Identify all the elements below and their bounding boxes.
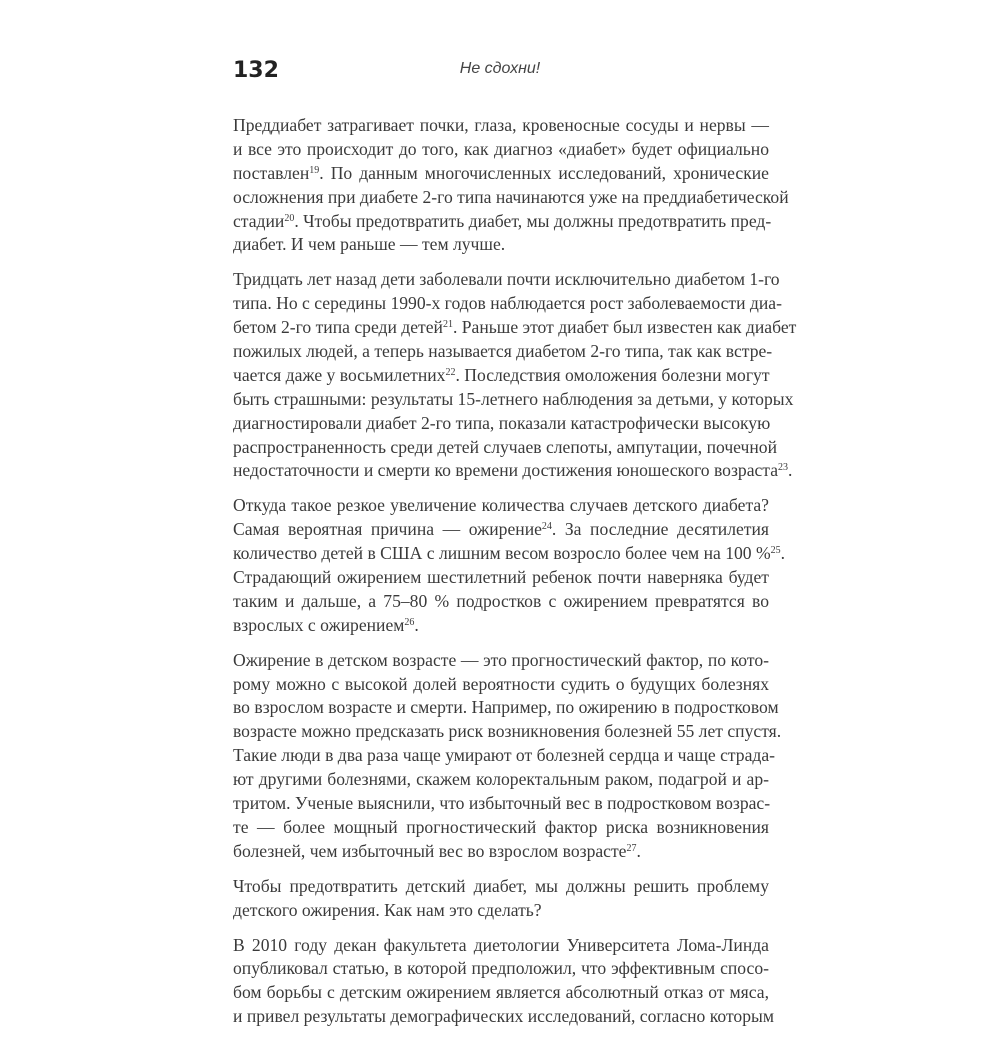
text-segment: и привел результаты демографических исследований, согласно которым: [233, 1006, 774, 1027]
paragraph: [233, 268, 797, 483]
footnote-ref: 25: [770, 545, 781, 557]
text-segment: взрослых с ожирением: [233, 614, 405, 635]
text-line: [233, 114, 769, 138]
paragraph: [233, 114, 789, 257]
text-line: [233, 1005, 774, 1029]
text-line: [233, 233, 769, 257]
text-segment: во взрослом возрасте и смерти. Например, по ожирению в подростковом: [233, 697, 779, 718]
text-segment: Откуда такое резкое увеличение количества случаев детского диабета?: [233, 495, 769, 516]
text-line: [233, 566, 769, 590]
text-segment: диагностировали диабет 2-го типа, показали катастрофически высокую: [233, 412, 771, 433]
text-segment: стадии: [233, 210, 285, 231]
text-line: [233, 292, 782, 316]
text-segment: Тридцать лет назад дети заболевали почти исключительно диабетом 1-го: [233, 269, 780, 290]
text-line: [233, 981, 769, 1005]
text-segment: ют другими болезнями, скажем колоректальным раком, подагрой и ар-: [233, 769, 769, 790]
text-segment: осложнения при диабете 2-го типа начинаются уже на преддиабетической: [233, 186, 789, 207]
text-line: [233, 816, 769, 840]
footnote-ref: 27: [626, 842, 637, 854]
text-line: [233, 210, 772, 234]
text-segment: опубликовал статью, в которой предположил, что эффективным спосо-: [233, 958, 769, 979]
text-segment: поставлен: [233, 162, 310, 183]
text-line: [233, 720, 782, 744]
text-segment: быть страшными: результаты 15-летнего наблюдения за детьми, у которых: [233, 388, 794, 409]
text-segment: возрасте можно предсказать риск возникновения болезней 55 лет спустя.: [233, 721, 782, 742]
text-segment: недостаточности и смерти ко времени достижения юношеского возраста: [233, 460, 779, 481]
text-line: [233, 162, 769, 186]
text-line: [233, 696, 779, 720]
text-segment: . Раньше этот диабет был известен как диабет: [452, 317, 797, 338]
text-segment: бом борьбы с детским ожирением является абсолютный отказ от мяса,: [233, 982, 769, 1003]
text-line: [233, 316, 797, 340]
text-line: [233, 412, 769, 436]
text-line: [233, 186, 789, 210]
text-line: [233, 518, 769, 542]
page-body: [233, 114, 797, 1040]
text-line: [233, 364, 769, 388]
text-line: [233, 614, 769, 638]
text-line: [233, 138, 769, 162]
footnote-ref: 23: [778, 462, 789, 474]
text-segment: бетом 2-го типа среди детей: [233, 317, 443, 338]
text-segment: те — более мощный прогностический фактор риска возникновения: [233, 816, 769, 837]
text-line: [233, 875, 769, 899]
text-line: [233, 494, 769, 518]
text-line: [233, 590, 769, 614]
text-line: [233, 673, 769, 697]
text-segment: чается даже у восьмилетних: [233, 364, 446, 385]
paragraph: [233, 875, 769, 923]
text-segment: и все это происходит до того, как диагноз «диабет» будет официально: [233, 138, 769, 159]
text-line: [233, 744, 776, 768]
page-number: 132: [233, 58, 279, 83]
text-line: [233, 340, 773, 364]
paragraph: [233, 494, 786, 637]
paragraph: [233, 649, 782, 864]
text-segment: . За последние десятилетия: [551, 519, 769, 540]
footnote-ref: 26: [404, 616, 415, 628]
text-segment: . Чтобы предотвратить диабет, мы должны предотвратить пред-: [294, 210, 772, 231]
running-header-title: Не сдохни!: [459, 60, 541, 77]
text-segment: пожилых людей, а теперь называется диабетом 2-го типа, так как встре-: [233, 341, 773, 362]
footnote-ref: 21: [442, 319, 453, 331]
footnote-ref: 22: [445, 366, 456, 378]
footnote-ref: 19: [309, 164, 320, 176]
text-segment: Такие люди в два раза чаще умирают от болезней сердца и чаще страда-: [233, 745, 776, 766]
text-segment: .: [788, 460, 793, 481]
text-segment: таким и дальше, а 75–80 % подростков с ожирением превратятся во: [233, 590, 769, 611]
text-segment: Преддиабет затрагивает почки, глаза, кровеносные сосуды и нервы —: [233, 115, 769, 135]
text-line: [233, 388, 794, 412]
text-segment: тритом. Ученые выяснили, что избыточный вес в подростковом возрас-: [233, 793, 771, 814]
text-segment: .: [780, 543, 786, 564]
text-segment: распространенность среди детей случаев слепоты, ампутации, почечной: [233, 436, 778, 457]
text-line: [233, 542, 786, 566]
text-line: [233, 768, 769, 792]
text-line: [233, 649, 769, 673]
text-line: [233, 792, 769, 816]
text-segment: Ожирение в детском возрасте — это прогностический фактор, по кото-: [233, 649, 769, 670]
text-segment: рому можно с высокой долей вероятности судить о будущих болезнях: [233, 673, 769, 694]
text-segment: .: [414, 614, 419, 635]
text-segment: . По данным многочисленных исследований, хронические: [319, 162, 769, 183]
text-segment: количество детей в США с лишним весом возросло более чем на 100 %: [233, 543, 771, 564]
text-segment: В 2010 году декан факультета диетологии Университета Лома-Линда: [233, 934, 769, 955]
text-segment: болезней, чем избыточный вес во взрослом возрасте: [233, 840, 627, 861]
text-line: [233, 957, 769, 981]
footnote-ref: 20: [284, 212, 295, 224]
text-segment: Страдающий ожирением шестилетний ребенок почти наверняка будет: [233, 567, 769, 588]
text-segment: Чтобы предотвратить детский диабет, мы должны решить проблему: [233, 875, 769, 896]
footnote-ref: 24: [541, 521, 552, 533]
text-line: [233, 459, 793, 483]
paragraph: [233, 934, 774, 1030]
text-segment: детского ожирения. Как нам это сделать?: [233, 899, 542, 920]
text-segment: .: [636, 840, 641, 861]
text-segment: Самая вероятная причина — ожирение: [233, 519, 542, 540]
text-line: [233, 899, 769, 923]
text-segment: диабет. И чем раньше — тем лучше.: [233, 234, 506, 255]
text-segment: . Последствия омоложения болезни могут: [455, 364, 770, 385]
text-line: [233, 934, 769, 958]
text-line: [233, 436, 778, 460]
text-segment: типа. Но с середины 1990-х годов наблюдается рост заболеваемости диа-: [233, 293, 782, 314]
text-line: [233, 268, 780, 292]
text-line: [233, 840, 769, 864]
